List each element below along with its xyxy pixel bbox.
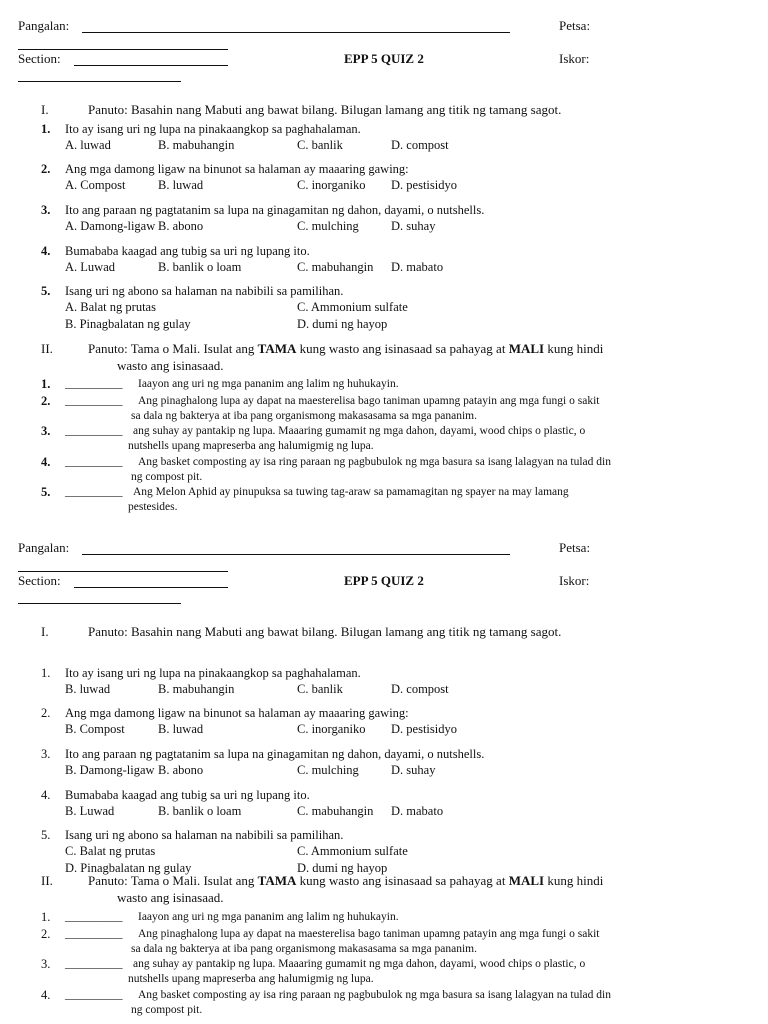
answer-blank[interactable]: __________: [65, 928, 123, 940]
answer-option[interactable]: C. mabuhangin: [297, 260, 374, 274]
answer-option[interactable]: C. Balat ng prutas: [65, 844, 156, 858]
keyword-mali: MALI: [508, 873, 545, 888]
instruction-mid: kung wasto ang isinasaad sa pahayag at: [296, 341, 509, 356]
item-text: Ang pinaghalong lupa ay dapat na maesterelisa bago taniman upamng patayin ang mga fungi o sakit: [138, 395, 600, 407]
instruction-post: kung hindi: [544, 873, 604, 888]
item-text-continued: ng compost pit.: [131, 1004, 203, 1016]
answer-option[interactable]: D. mabato: [391, 260, 444, 274]
score-field[interactable]: [18, 81, 181, 82]
instruction-mid: kung wasto ang isinasaad sa pahayag at: [296, 873, 509, 888]
answer-option[interactable]: C. inorganiko: [297, 178, 366, 192]
keyword-tama: TAMA: [257, 873, 297, 888]
answer-option[interactable]: A. luwad: [65, 138, 111, 152]
item-text-continued: nutshells upang mapreserba ang halumigmig ng lupa.: [128, 440, 374, 452]
answer-option[interactable]: D. dumi ng hayop: [297, 317, 388, 331]
quiz-title: EPP 5 QUIZ 2: [344, 573, 424, 588]
part2-instruction-line2: wasto ang isinasaad.: [117, 890, 224, 905]
question-stem: Isang uri ng abono sa halaman na nabibili sa pamilihan.: [65, 828, 344, 842]
answer-blank[interactable]: __________: [65, 395, 123, 407]
answer-option[interactable]: B. luwad: [158, 178, 204, 192]
question-stem: Ang mga damong ligaw na binunot sa halaman ay maaaring gawing:: [65, 706, 409, 720]
answer-blank[interactable]: __________: [65, 911, 123, 923]
answer-option[interactable]: B. luwad: [158, 722, 204, 736]
answer-option[interactable]: B. mabuhangin: [158, 682, 235, 696]
answer-option[interactable]: B. banlik o loam: [158, 260, 242, 274]
part2-roman: II.: [41, 341, 53, 356]
answer-option[interactable]: B. Damong-ligaw: [65, 763, 155, 777]
question: [0, 788, 768, 818]
answer-option[interactable]: D. compost: [391, 138, 449, 152]
date-label: Petsa:: [559, 540, 591, 555]
answer-option[interactable]: B. Compost: [65, 722, 125, 736]
true-false-item: [0, 988, 768, 1018]
item-text: Ang pinaghalong lupa ay dapat na maesterelisa bago taniman upamng patayin ang mga fungi o sakit: [138, 928, 600, 940]
question-stem: Ito ay isang uri ng lupa na pinakaangkop sa paghahalaman.: [65, 666, 361, 680]
part1-roman: I.: [41, 102, 49, 117]
item-number: 3.: [41, 424, 51, 438]
answer-option[interactable]: C. Ammonium sulfate: [297, 300, 408, 314]
true-false-item: [0, 455, 768, 485]
true-false-item: [0, 377, 768, 392]
question: [0, 162, 768, 192]
item-text: Ang Melon Aphid ay pinupuksa sa tuwing tag-araw sa pamamagitan ng spayer na may lamang: [133, 486, 569, 498]
date-field[interactable]: [18, 571, 228, 572]
item-number: 1.: [41, 910, 51, 924]
keyword-mali: MALI: [508, 341, 545, 356]
question-stem: Ito ang paraan ng pagtatanim sa lupa na ginagamitan ng dahon, dayami, o nutshells.: [65, 203, 485, 217]
item-text-continued: pestesides.: [128, 501, 178, 513]
answer-option[interactable]: B. Luwad: [65, 804, 115, 818]
question: [0, 666, 768, 696]
section-label: Section:: [18, 573, 61, 588]
question: [0, 706, 768, 736]
name-field[interactable]: [82, 554, 510, 555]
part2-roman: II.: [41, 873, 53, 888]
date-label: Petsa:: [559, 18, 591, 33]
question-number: 2.: [41, 706, 51, 720]
item-number: 5.: [41, 485, 51, 499]
answer-blank[interactable]: __________: [65, 456, 123, 468]
question-number: 5.: [41, 284, 51, 298]
question-number: 1.: [41, 666, 51, 680]
true-false-item: [0, 424, 768, 454]
question-number: 3.: [41, 203, 51, 217]
answer-option[interactable]: C. inorganiko: [297, 722, 366, 736]
answer-option[interactable]: C. mulching: [297, 219, 359, 233]
answer-option[interactable]: C. mulching: [297, 763, 359, 777]
answer-option[interactable]: A. Damong-ligaw: [65, 219, 156, 233]
item-text: ang suhay ay pantakip ng lupa. Maaaring gumamit ng mga dahon, dayami, wood chips o plastic, o: [133, 958, 586, 970]
answer-option[interactable]: B. abono: [158, 219, 204, 233]
name-label: Pangalan:: [18, 540, 70, 555]
item-text-continued: sa dala ng bakterya at iba pang organismong makasasama sa mga pananim.: [131, 943, 477, 955]
score-label: Iskor:: [559, 51, 590, 66]
answer-option[interactable]: C. Ammonium sulfate: [297, 844, 408, 858]
item-number: 4.: [41, 988, 51, 1002]
item-text: Ang basket composting ay isa ring paraan ng pagbubulok ng mga basura sa isang lalagyan na tulad din: [138, 989, 611, 1001]
question-stem: Ito ang paraan ng pagtatanim sa lupa na ginagamitan ng dahon, dayami, o nutshells.: [65, 747, 485, 761]
question: [0, 747, 768, 777]
quiz-title: EPP 5 QUIZ 2: [344, 51, 424, 66]
question-number: 1.: [41, 122, 51, 136]
answer-blank[interactable]: __________: [65, 378, 123, 390]
answer-option[interactable]: D. Pinagbalatan ng gulay: [65, 861, 192, 875]
name-label: Pangalan:: [18, 18, 70, 33]
item-number: 4.: [41, 455, 51, 469]
answer-option[interactable]: A. Luwad: [65, 260, 115, 274]
true-false-item: [0, 957, 768, 987]
keyword-tama: TAMA: [257, 341, 297, 356]
question-stem: Bumababa kaagad ang tubig sa uri ng lupang ito.: [65, 788, 310, 802]
answer-option[interactable]: B. Pinagbalatan ng gulay: [65, 317, 191, 331]
answer-blank[interactable]: __________: [65, 486, 123, 498]
question-number: 4.: [41, 788, 51, 802]
item-text: Ang basket composting ay isa ring paraan ng pagbubulok ng mga basura sa isang lalagyan na tulad din: [138, 456, 611, 468]
answer-option[interactable]: D. suhay: [391, 763, 436, 777]
question: [0, 122, 768, 152]
item-text-continued: ng compost pit.: [131, 471, 203, 483]
item-text: Iaayon ang uri ng mga pananim ang lalim ng huhukayin.: [138, 911, 399, 923]
question-number: 2.: [41, 162, 51, 176]
answer-option[interactable]: D. compost: [391, 682, 449, 696]
item-text: Iaayon ang uri ng mga pananim ang lalim ng huhukayin.: [138, 378, 399, 390]
answer-option[interactable]: D. mabato: [391, 804, 444, 818]
answer-option[interactable]: B. banlik o loam: [158, 804, 242, 818]
question: [0, 828, 768, 875]
true-false-item: [0, 927, 768, 957]
part1-instruction: Panuto: Basahin nang Mabuti ang bawat bilang. Bilugan lamang ang titik ng tamang sagot.: [88, 102, 562, 117]
true-false-item: [0, 910, 768, 925]
score-label: Iskor:: [559, 573, 590, 588]
answer-blank[interactable]: __________: [65, 958, 123, 970]
answer-option[interactable]: D. pestisidyo: [391, 722, 457, 736]
answer-option[interactable]: B. luwad: [65, 682, 111, 696]
part2-instruction: [88, 873, 603, 889]
question: [0, 284, 768, 331]
question-number: 3.: [41, 747, 51, 761]
score-field[interactable]: [18, 603, 181, 604]
question-number: 5.: [41, 828, 51, 842]
answer-option[interactable]: C. banlik: [297, 682, 343, 696]
answer-option[interactable]: B. abono: [158, 763, 204, 777]
instruction-post: kung hindi: [544, 341, 604, 356]
answer-option[interactable]: D. suhay: [391, 219, 436, 233]
part1-roman: I.: [41, 624, 49, 639]
item-number: 3.: [41, 957, 51, 971]
question-number: 4.: [41, 244, 51, 258]
section-field[interactable]: [74, 65, 228, 66]
answer-blank[interactable]: __________: [65, 989, 123, 1001]
item-number: 2.: [41, 927, 51, 941]
answer-option[interactable]: C. banlik: [297, 138, 343, 152]
name-field[interactable]: [82, 32, 510, 33]
part2-instruction-line2: wasto ang isinasaad.: [117, 358, 224, 373]
part2-instruction: [88, 341, 603, 357]
section-field[interactable]: [74, 587, 228, 588]
item-text: ang suhay ay pantakip ng lupa. Maaaring gumamit ng mga dahon, dayami, wood chips o plastic, o: [133, 425, 586, 437]
instruction-pre: Panuto: Tama o Mali. Isulat ang: [88, 873, 258, 888]
answer-option[interactable]: C. mabuhangin: [297, 804, 374, 818]
answer-blank[interactable]: __________: [65, 425, 123, 437]
true-false-item: [0, 485, 768, 515]
question-stem: Ang mga damong ligaw na binunot sa halaman ay maaaring gawing:: [65, 162, 409, 176]
part1-instruction: Panuto: Basahin nang Mabuti ang bawat bilang. Bilugan lamang ang titik ng tamang sagot.: [88, 624, 562, 639]
question-stem: Isang uri ng abono sa halaman na nabibili sa pamilihan.: [65, 284, 344, 298]
question: [0, 244, 768, 274]
section-label: Section:: [18, 51, 61, 66]
question-stem: Bumababa kaagad ang tubig sa uri ng lupang ito.: [65, 244, 310, 258]
answer-option[interactable]: D. dumi ng hayop: [297, 861, 388, 875]
instruction-pre: Panuto: Tama o Mali. Isulat ang: [88, 341, 258, 356]
question-stem: Ito ay isang uri ng lupa na pinakaangkop sa paghahalaman.: [65, 122, 361, 136]
item-number: 2.: [41, 394, 51, 408]
date-field[interactable]: [18, 49, 228, 50]
answer-option[interactable]: A. Balat ng prutas: [65, 300, 156, 314]
answer-option[interactable]: A. Compost: [65, 178, 126, 192]
answer-option[interactable]: B. mabuhangin: [158, 138, 235, 152]
item-text-continued: nutshells upang mapreserba ang halumigmig ng lupa.: [128, 973, 374, 985]
question: [0, 203, 768, 233]
item-number: 1.: [41, 377, 51, 391]
answer-option[interactable]: D. pestisidyo: [391, 178, 457, 192]
true-false-item: [0, 394, 768, 424]
item-text-continued: sa dala ng bakterya at iba pang organismong makasasama sa mga pananim.: [131, 410, 477, 422]
